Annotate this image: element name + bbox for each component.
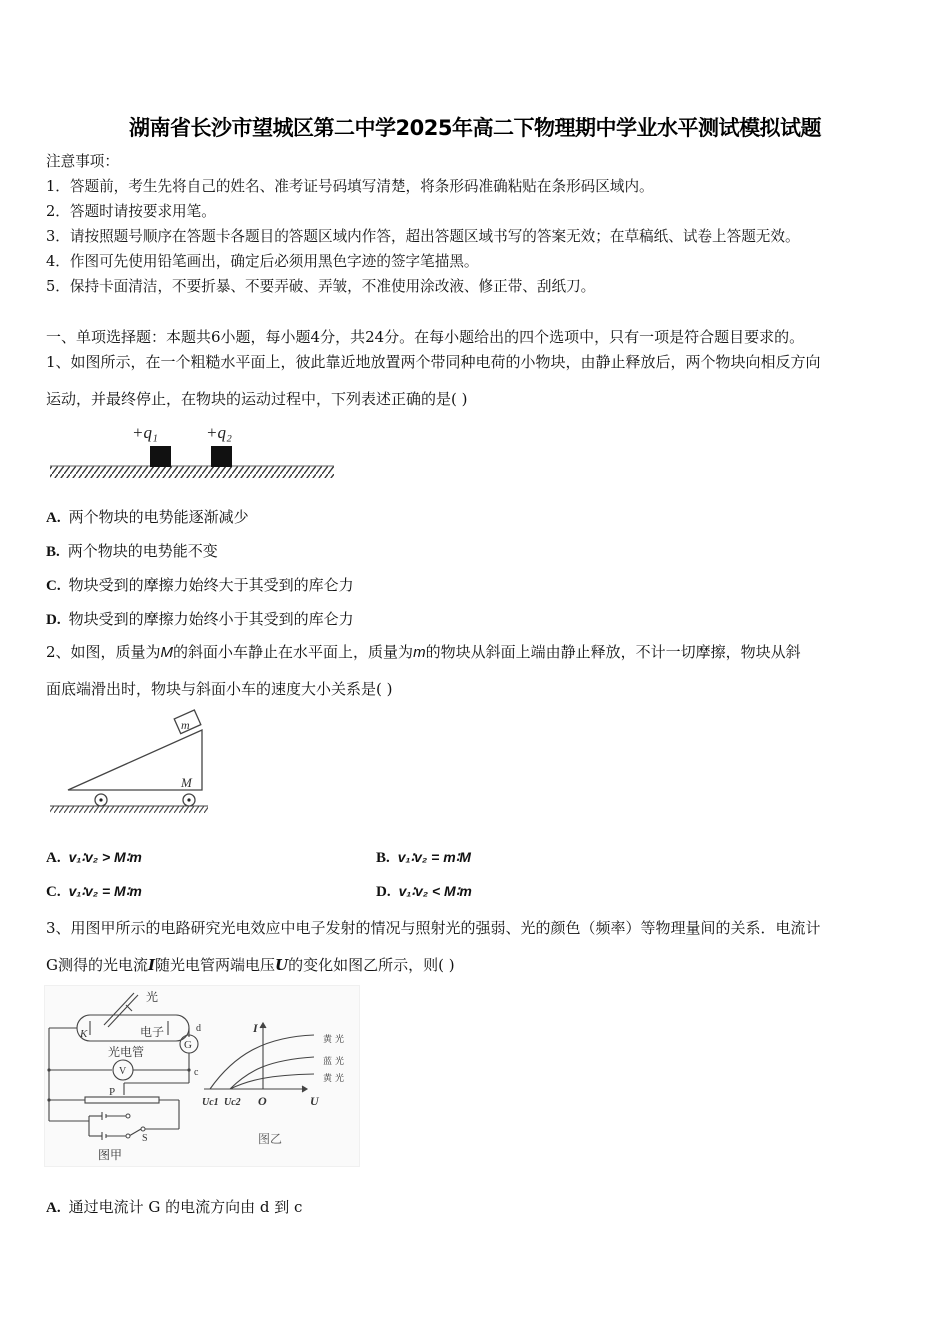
option-text: 两个物块的电势能逐渐减少 [68,508,249,526]
option-b[interactable] [376,848,471,867]
stem-text: 的斜面小车静止在水平面上，质量为 [173,643,414,661]
notes-heading: 注意事项： [46,153,119,170]
option-letter: D. [376,884,391,900]
question-stem [46,955,455,975]
symbol-U: U [275,956,289,974]
note-item: 3．请按照题号顺序在答题卡各题目的答题区域内作答，超出答题区域书写的答案无效；在草稿纸、试卷上答题无效。 [46,228,800,245]
stem-text: 随光电管两端电压 [155,956,276,974]
option-relation: v₁∶v₂ = M∶m [68,883,142,899]
charge-label-q2: +q₂ [206,423,232,442]
origin-label: O [258,1094,267,1108]
option-relation: v₁∶v₂ = m∶M [397,849,471,865]
option-letter: D. [46,612,61,628]
charged-blocks-figure [46,418,338,484]
option-text: 两个物块的电势能不变 [67,542,218,560]
question-stem [46,642,801,663]
option-letter: A. [46,850,61,866]
option-relation: v₁∶v₂ < M∶m [398,883,472,899]
question-stem: 3、用图甲所示的电路研究光电效应中电子发射的情况与照射光的强弱、光的颜色（频率）等物理量间的关系．电流计 [46,919,821,937]
option-relation: v₁∶v₂ > M∶m [68,849,142,865]
option-d[interactable] [46,608,354,629]
option-a[interactable] [46,1196,302,1217]
light-label: 光 [146,990,159,1004]
figure-b-caption: 图乙 [258,1132,283,1146]
curve-label: 蓝光 [323,1056,348,1066]
uc1-label: Uc1 [202,1097,219,1108]
photoelectric-figure [44,985,360,1167]
option-text: 通过电流计 G 的电流方向由 d 到 c [68,1198,303,1216]
note-item: 4．作图可先使用铅笔画出，确定后必须用黑色字迹的签字笔描黑。 [46,253,479,270]
question-stem: 运动，并最终停止，在物块的运动过程中，下列表述正确的是( ) [46,390,468,408]
page-title: 湖南省长沙市望城区第二中学2025年高二下物理期中学业水平测试模拟试题 [129,116,821,140]
option-letter: A. [46,1200,61,1216]
option-c[interactable] [46,574,354,595]
block-label: m [181,718,190,732]
figure-a-caption: 图甲 [98,1148,123,1162]
cart-label: M [181,775,192,790]
curve-label: 黄光 [323,1073,348,1083]
electron-label: 电子 [140,1025,165,1039]
stem-text: 的物块从斜面上端由静止释放，不计一切摩擦，物块从斜 [425,643,801,661]
node-c-label: c [194,1067,199,1078]
voltmeter-label: V [119,1066,127,1077]
stem-text: 的变化如图乙所示，则( ) [288,956,455,974]
slider-P-label: P [109,1086,116,1098]
option-text: 物块受到的摩擦力始终大于其受到的库仑力 [68,576,354,594]
switch-S-label: S [142,1133,148,1144]
stem-text: 2、如图，质量为 [46,643,161,661]
question-stem: 面底端滑出时，物块与斜面小车的速度大小关系是( ) [46,680,393,698]
option-d[interactable] [376,882,472,901]
phototube-label: 光电管 [108,1045,145,1059]
symbol-I: I [147,956,156,974]
galvanometer-label: G [184,1039,192,1051]
option-text: 物块受到的摩擦力始终小于其受到的库仑力 [68,610,354,628]
stem-text: G测得的光电流 [46,956,148,974]
option-letter: B. [376,850,390,866]
y-axis-label: I [253,1021,258,1035]
note-item: 5．保持卡面清洁，不要折暴、不要弄破、弄皱，不准使用涂改液、修正带、刮纸刀。 [46,278,596,295]
cathode-label: K [80,1028,88,1040]
uc2-label: Uc2 [224,1097,241,1108]
question-stem: 1、如图所示，在一个粗糙水平面上，彼此靠近地放置两个带同种电荷的小物块，由静止释放后，两个物块向相反方向 [46,353,821,371]
incline-cart-figure [44,708,214,818]
option-letter: C. [46,884,61,900]
curve-label: 黄光 [323,1034,348,1044]
symbol-M: M [160,644,174,661]
option-b[interactable] [46,540,218,561]
option-letter: B. [46,544,60,560]
note-item: 1．答题前，考生先将自己的姓名、准考证号码填写清楚，将条形码准确粘贴在条形码区域内。 [46,178,654,195]
x-axis-label: U [310,1094,319,1108]
node-d-label: d [196,1023,201,1034]
section-heading: 一、单项选择题：本题共6小题，每小题4分，共24分。在每小题给出的四个选项中，只有一项是符合题目要求的。 [46,328,805,346]
note-item: 2．答题时请按要求用笔。 [46,203,216,220]
option-a[interactable] [46,848,142,867]
option-c[interactable] [46,882,142,901]
option-letter: A. [46,510,61,526]
symbol-m: m [413,644,426,661]
option-a[interactable] [46,506,249,527]
charge-label-q1: +q₁ [132,423,158,442]
option-letter: C. [46,578,61,594]
